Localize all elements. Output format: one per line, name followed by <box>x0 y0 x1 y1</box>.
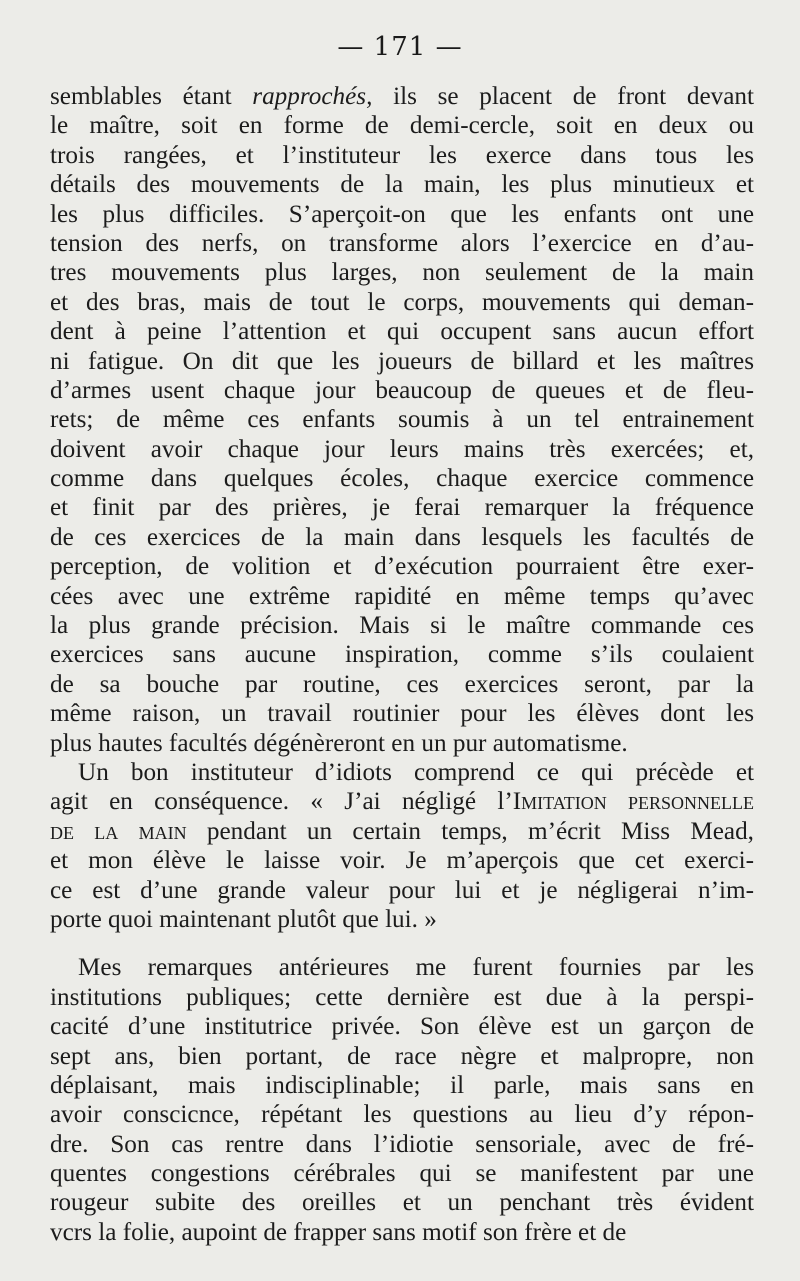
text-line <box>50 758 754 787</box>
text-line <box>50 1012 754 1041</box>
text-segment: Mes remarques antérieures me furent fournies par les <box>78 954 754 982</box>
text-line <box>50 640 754 669</box>
text-segment: et finit par des prières, je ferai remarquer la fréquence <box>50 494 754 522</box>
text-line <box>50 376 754 405</box>
text-line <box>50 1218 754 1247</box>
text-segment: ni fatigue. On dit que les joueurs de billard et les maîtres <box>50 347 754 375</box>
text-segment: quentes congestions cérébrales qui se manifestent par une <box>50 1160 754 1188</box>
paragraph-gap <box>50 934 754 953</box>
text-segment: la plus grande précision. Mais si le maître commande ces <box>50 612 754 640</box>
text-line <box>50 817 754 846</box>
text-line <box>50 1071 754 1100</box>
text-segment: même raison, un travail routinier pour les élèves dont les <box>50 700 754 728</box>
text-segment: Un bon instituteur d’idiots comprend ce qui précède et <box>78 758 754 786</box>
text-line <box>50 552 754 581</box>
text-segment: tres mouvements plus larges, non seulement de la main <box>50 259 754 287</box>
text-line <box>50 200 754 229</box>
text-segment: exercices sans aucune inspiration, comme s’ils coulaient <box>50 641 754 669</box>
text-line <box>50 787 754 816</box>
text-segment: doivent avoir chaque jour leurs mains très exercées; et, <box>50 435 754 463</box>
text-line <box>50 670 754 699</box>
text-segment: de la main <box>50 817 187 845</box>
text-line <box>50 1100 754 1129</box>
text-line <box>50 82 754 111</box>
text-line <box>50 523 754 552</box>
text-line <box>50 170 754 199</box>
text-segment: le maître, soit en forme de demi-cercle, soit en deux ou <box>50 112 754 140</box>
page-number: — 171 — <box>337 32 463 62</box>
text-segment: dent à peine l’attention et qui occupent sans aucun effort <box>50 318 754 346</box>
text-segment: d’armes usent chaque jour beaucoup de queues et de fleu- <box>50 376 754 404</box>
text-line <box>50 1042 754 1071</box>
text-line <box>50 1159 754 1188</box>
text-segment: sept ans, bien portant, de race nègre et malpropre, non <box>50 1042 754 1070</box>
text-segment: cées avec une extrême rapidité en même temps qu’avec <box>50 582 754 610</box>
text-segment: et mon élève le laisse voir. Je m’aperçois que cet exerci- <box>50 847 754 875</box>
text-segment: tension des nerfs, on transforme alors l’exercice en d’au- <box>50 229 754 257</box>
text-line <box>50 493 754 522</box>
text-segment: de sa bouche par routine, ces exercices seront, par la <box>50 670 754 698</box>
text-segment: les plus difficiles. S’aperçoit-on que les enfants ont une <box>50 200 754 228</box>
text-segment: perception, de volition et d’exécution pourraient être exer- <box>50 553 754 581</box>
paragraph <box>50 758 754 934</box>
text-line <box>50 111 754 140</box>
text-segment: pendant un certain temps, m’écrit Miss Mead, <box>186 817 754 845</box>
text-segment: agit en conséquence. « J’ai négligé l’ <box>50 788 513 816</box>
paragraph <box>50 82 754 758</box>
text-line <box>50 582 754 611</box>
text-line <box>50 1130 754 1159</box>
text-segment: semblables étant <box>50 83 253 110</box>
text-line <box>50 953 754 982</box>
text-line <box>50 435 754 464</box>
text-segment: déplaisant, mais indisciplinable; il parle, mais sans en <box>50 1071 754 1099</box>
text-segment: porte quoi maintenant plutôt que lui. » <box>50 905 437 933</box>
text-line <box>50 141 754 170</box>
text-line <box>50 405 754 434</box>
text-segment: vcrs la folie, aupoint de frapper sans motif son frère et de <box>50 1218 627 1246</box>
text-line <box>50 846 754 875</box>
text-segment: détails des mouvements de la main, les plus minutieux et <box>50 171 754 199</box>
text-segment: comme dans quelques écoles, chaque exercice commence <box>50 465 754 493</box>
text-segment: institutions publiques; cette dernière est due à la perspi- <box>50 983 754 1011</box>
text-line <box>50 258 754 287</box>
text-segment: ce est d’une grande valeur pour lui et je négligerai n’im- <box>50 876 754 904</box>
text-segment: cacité d’une institutrice privée. Son élève est un garçon de <box>50 1013 754 1041</box>
text-line <box>50 611 754 640</box>
text-line <box>50 876 754 905</box>
text-segment: ils se placent de front devant <box>372 83 754 110</box>
text-line <box>50 229 754 258</box>
text-segment: Imitation personnelle <box>512 788 754 816</box>
text-line <box>50 1188 754 1217</box>
text-segment: avoir conscicnce, répétant les questions au lieu d’y répon- <box>50 1101 754 1129</box>
text-line <box>50 729 754 758</box>
text-segment: plus hautes facultés dégénèreront en un pur automatisme. <box>50 729 628 757</box>
paragraph <box>50 953 754 1247</box>
text-line <box>50 347 754 376</box>
body-text <box>50 82 754 1247</box>
text-segment: rets; de même ces enfants soumis à un tel entrainement <box>50 406 754 434</box>
text-segment: trois rangées, et l’instituteur les exerce dans tous les <box>50 141 754 169</box>
text-line <box>50 317 754 346</box>
text-segment: rapprochés, <box>252 83 373 110</box>
text-segment: rougeur subite des oreilles et un penchant très évident <box>50 1189 754 1217</box>
text-segment: de ces exercices de la main dans lesquels les facultés de <box>50 523 754 551</box>
text-line <box>50 464 754 493</box>
text-line <box>50 699 754 728</box>
text-segment: dre. Son cas rentre dans l’idiotie sensoriale, avec de fré- <box>50 1130 754 1158</box>
text-line <box>50 288 754 317</box>
text-line <box>50 905 754 934</box>
text-line <box>50 983 754 1012</box>
text-segment: et des bras, mais de tout le corps, mouvements qui deman- <box>50 288 754 316</box>
